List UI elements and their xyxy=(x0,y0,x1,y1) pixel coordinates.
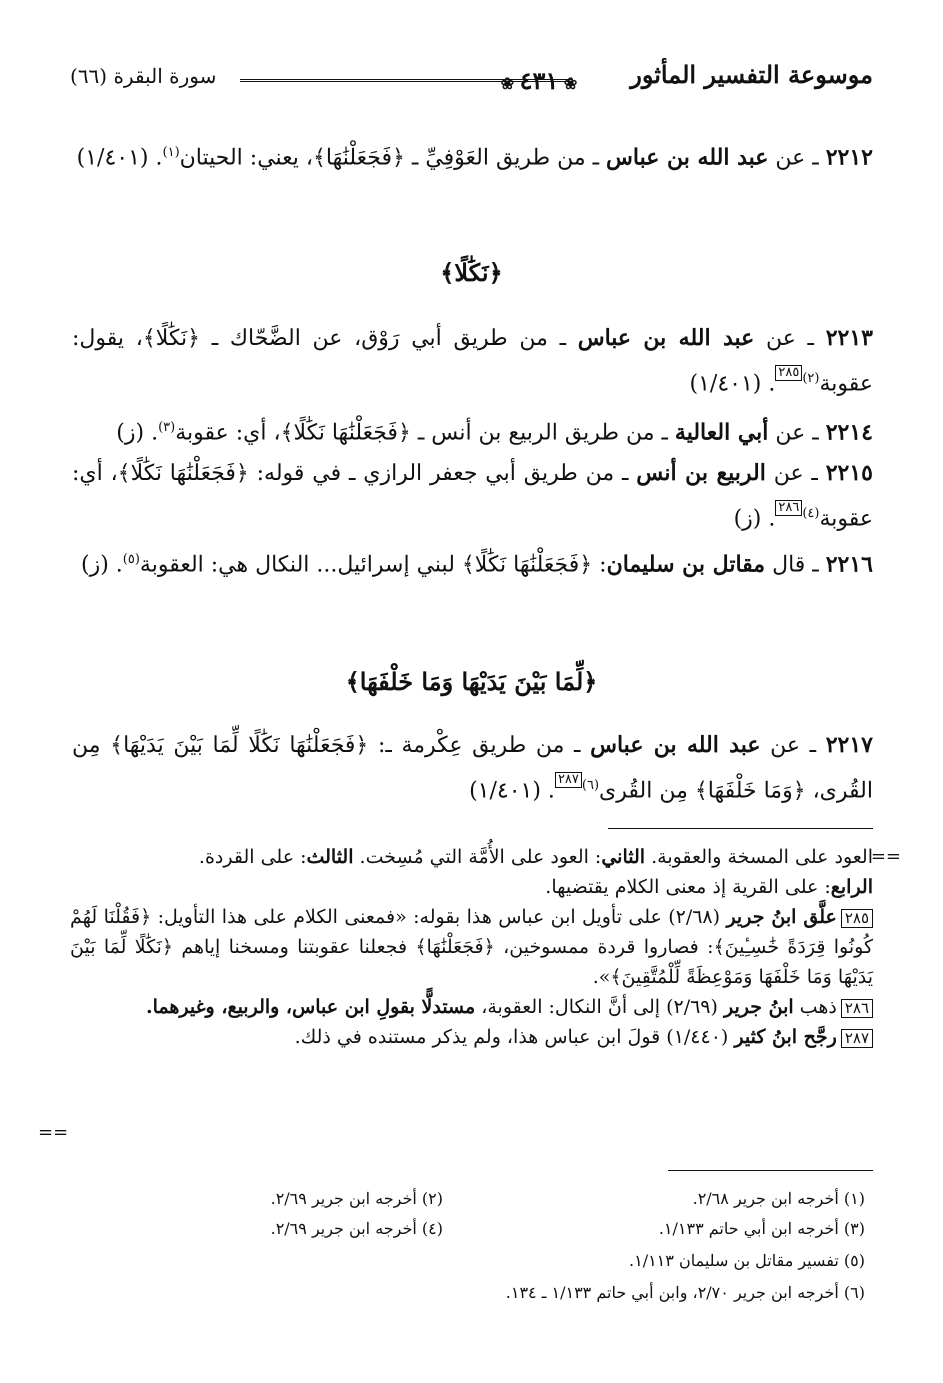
entry-source: . (ز) xyxy=(733,506,776,532)
entry-text: ـ قال xyxy=(765,552,826,578)
note-text: : على القردة. xyxy=(198,846,307,868)
ornament-icon: ❀ xyxy=(558,74,578,93)
note-emphasis: مستدلًّا بقولِ ابن عباس، والربيع، وغيرهما. xyxy=(145,996,476,1018)
continuation-marker: == xyxy=(38,1122,69,1143)
book-title: موسوعة التفسير المأثور xyxy=(630,60,873,89)
entry-text: ـ من طريق عِكْرمة ـ: ﴿فَجَعَلْنَٰهَا نَكَٰلًا لِّمَا بَيْنَ يَدَيْهَا﴾ مِن القُرى، ﴿وَمَا خَلْفَهَا﴾ مِن القُرى xyxy=(72,733,873,804)
entry-source: . (١/٤٠١) xyxy=(76,145,163,171)
commentary-number-box: ٢٨٧ xyxy=(841,1029,873,1048)
note-label: الثالث xyxy=(306,846,354,868)
note-text: ذهب xyxy=(793,996,837,1018)
narrator-name: عبد الله بن عباس xyxy=(590,732,761,758)
page-number-value: ٤٣١ xyxy=(519,66,559,95)
entry-2213 xyxy=(72,318,873,404)
page-number xyxy=(484,66,594,95)
note-label: الرابع xyxy=(830,876,873,898)
narrator-name: عبد الله بن عباس xyxy=(606,144,769,171)
notes-separator xyxy=(608,828,873,829)
entry-number: ٢٢١٣ xyxy=(825,325,873,351)
footnote-5: (٥) تفسير مقاتل بن سليمان ١/١١٣. xyxy=(629,1251,865,1270)
entry-2214 xyxy=(72,408,873,453)
footnote-3: (٣) أخرجه ابن أبي حاتم ١/١٣٣. xyxy=(658,1219,865,1238)
note-285 xyxy=(70,902,873,992)
note-text: (٢/٦٩) إلى أنَّ النكال: العقوبة، xyxy=(475,996,724,1018)
scholar-name: ابنُ جرير xyxy=(723,996,794,1018)
scholar-name: علَّق ابنُ جرير xyxy=(726,906,837,928)
footnote-marker: (٤) xyxy=(802,506,820,521)
entry-text: ـ من طريق العَوْفِيِّ ـ ﴿فَجَعَلْنَٰهَا﴾، يعني: الحيتان xyxy=(179,145,607,171)
entry-text: ـ عن xyxy=(768,420,826,446)
entry-text: ـ من طريق الربيع بن أنس ـ ﴿فَجَعَلْنَٰهَا نَكَٰلًا﴾، أي: عقوبة xyxy=(175,420,675,446)
entry-text: ـ من طريق أبي رَوْق، عن الضَّحّاك ـ ﴿نَكَٰلًا﴾، يقول: عقوبة xyxy=(72,326,873,397)
commentary-ref-box: ٢٨٥ xyxy=(775,365,802,381)
note-text: (٢/٦٨) على تأويل ابن عباس هذا بقوله: «فمعنى الكلام على هذا التأويل: ﴿فَقُلْنَا لَهُمْ كُونُوا قِرَدَةً خَٰسِـِٔينَ﴾: فصاروا قردة ممسوخين، ﴿فَجَعَلْنَٰهَا﴾ فجعلنا عقوبتنا ومسخنا إياهم ﴿نَكَٰلًا لِّمَا بَيْنَ يَدَيْهَا وَمَا خَلْفَهَا وَمَوْعِظَةً لِّلْمُتَّقِينَ﴾». xyxy=(70,906,873,988)
header-rule-left xyxy=(240,79,480,82)
note-text: (١/٤٤٠) قولَ ابن عباس هذا، ولم يذكر مستنده في ذلك. xyxy=(294,1026,735,1048)
footnote-2: (٢) أخرجه ابن جرير ٢/٦٩. xyxy=(270,1189,443,1208)
entry-number: ٢٢١٥ xyxy=(825,460,873,486)
note-286 xyxy=(70,992,873,1022)
footnote-marker: (٥) xyxy=(122,552,140,567)
commentary-ref-box: ٢٨٧ xyxy=(555,772,582,788)
footnote-marker: (١) xyxy=(162,145,180,160)
entry-2216 xyxy=(72,540,873,585)
entry-2215 xyxy=(72,453,873,539)
entry-text: : ﴿فَجَعَلْنَٰهَا نَكَٰلًا﴾ لبني إسرائيل... النكال هي: العقوبة xyxy=(139,552,607,578)
entry-source: . (ز) xyxy=(116,420,159,446)
entry-2212 xyxy=(72,133,873,178)
narrator-name: أبي العالية xyxy=(674,419,769,446)
continuation-marker: == xyxy=(870,846,901,867)
entry-text: ـ عن xyxy=(760,733,826,758)
note-287 xyxy=(70,1022,873,1052)
section-heading-nakalan: ﴿نَكَٰلًا﴾ xyxy=(440,258,503,287)
footnote-marker: (٣) xyxy=(158,420,176,435)
entry-text: ـ من طريق أبي جعفر الرازي ـ في قوله: ﴿فَجَعَلْنَٰهَا نَكَٰلًا﴾، أي: عقوبة xyxy=(72,461,873,532)
entry-number: ٢٢١٤ xyxy=(825,419,873,446)
entry-text: ـ عن xyxy=(754,326,826,351)
commentary-number-box: ٢٨٥ xyxy=(841,909,873,928)
entry-source: . (ز) xyxy=(81,552,123,578)
entry-2217 xyxy=(72,725,873,811)
running-header xyxy=(70,58,873,96)
note-text: : العود على الأُمَّة التي مُسِخت. xyxy=(353,846,602,868)
narrator-name: الربيع بن أنس xyxy=(636,460,766,486)
entry-source: . (١/٤٠١) xyxy=(469,778,555,804)
ornament-icon: ❀ xyxy=(500,74,520,93)
entry-number: ٢٢١٦ xyxy=(825,551,873,578)
commentary-number-box: ٢٨٦ xyxy=(841,999,873,1018)
note-text: : على القرية إذ معنى الكلام يقتضيها. xyxy=(545,876,831,898)
narrator-name: عبد الله بن عباس xyxy=(577,325,755,351)
footnotes-separator xyxy=(668,1170,873,1171)
commentary-ref-box: ٢٨٦ xyxy=(775,500,802,516)
note-text: العود على المسخة والعقوبة. xyxy=(645,846,873,868)
entry-number: ٢٢١٧ xyxy=(825,732,873,758)
narrator-name: مقاتل بن سليمان xyxy=(606,551,766,578)
footnote-4: (٤) أخرجه ابن جرير ٢/٦٩. xyxy=(270,1219,443,1238)
footnote-6: (٦) أخرجه ابن جرير ٢/٧٠، وابن أبي حاتم ١/١٣٣ ـ ١٣٤. xyxy=(505,1283,865,1302)
note-fourth xyxy=(70,872,873,902)
surah-reference: سورة البقرة (٦٦) xyxy=(70,64,217,88)
entry-source: . (١/٤٠١) xyxy=(689,371,776,397)
footnote-marker: (٦) xyxy=(581,778,600,793)
footnote-1: (١) أخرجه ابن جرير ٢/٦٨. xyxy=(692,1189,865,1208)
entry-text: ـ عن xyxy=(768,145,826,171)
commentary-notes xyxy=(70,842,873,1052)
footnote-marker: (٢) xyxy=(802,371,820,386)
entry-text: ـ عن xyxy=(765,461,826,486)
section-heading-lima-bayna: ﴿لِّمَا بَيْنَ يَدَيْهَا وَمَا خَلْفَهَا﴾ xyxy=(345,667,598,696)
scholar-name: رجَّح ابنُ كثير xyxy=(734,1026,837,1048)
note-continued xyxy=(70,842,873,872)
note-label: الثاني xyxy=(601,846,646,868)
entry-number: ٢٢١٢ xyxy=(825,144,873,171)
